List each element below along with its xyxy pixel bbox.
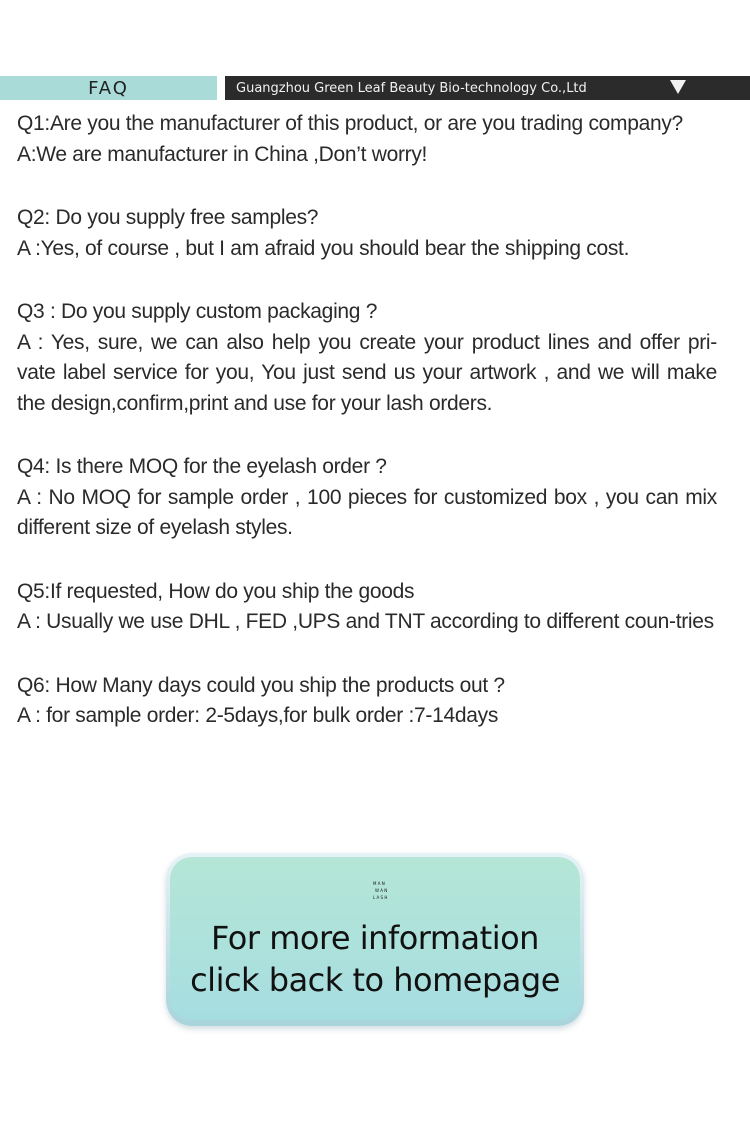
faq-tab-label: FAQ xyxy=(88,77,129,99)
faq-list xyxy=(17,109,717,765)
cta-line-homepage: click back to homepage xyxy=(190,961,560,999)
faq-answer: A:We are manufacturer in China ,Don’t worry! xyxy=(17,142,428,166)
faq-question: Q1:Are you the manufacturer of this product, or are you trading company? xyxy=(17,112,683,135)
faq-item-5 xyxy=(17,577,717,638)
faq-tab[interactable] xyxy=(0,76,217,100)
back-to-homepage-button[interactable] xyxy=(170,857,580,1020)
header-bar xyxy=(0,76,750,100)
faq-question: Q4: Is there MOQ for the eyelash order ? xyxy=(17,455,387,478)
moon-logo-icon xyxy=(353,873,397,913)
cta-line-more-info: For more information xyxy=(211,919,539,957)
faq-question: Q6: How Many days could you ship the products out ? xyxy=(17,673,505,697)
faq-item-4 xyxy=(17,452,717,544)
faq-item-1 xyxy=(17,109,717,170)
company-name: Guangzhou Green Leaf Beauty Bio-technology Co.,Ltd xyxy=(236,80,587,96)
faq-item-3 xyxy=(17,297,717,419)
company-strip xyxy=(225,76,750,100)
logo-text: L A S H xyxy=(373,895,388,900)
faq-answer: A :Yes, of course , but I am afraid you should bear the shipping cost. xyxy=(17,236,630,260)
faq-answer: A : for sample order: 2-5days,for bulk order :7-14days xyxy=(17,704,499,727)
faq-answer: A : Usually we use DHL , FED ,UPS and TNT according to different coun-tries xyxy=(17,610,714,633)
faq-item-2 xyxy=(17,203,717,264)
faq-question: Q3 : Do you supply custom packaging ? xyxy=(17,300,378,323)
triangle-down-icon[interactable] xyxy=(670,80,686,94)
homepage-cta-frame xyxy=(166,853,584,1026)
faq-question: Q2: Do you supply free samples? xyxy=(17,206,319,229)
faq-question: Q5:If requested, How do you ship the goods xyxy=(17,579,415,603)
faq-answer: A : Yes, sure, we can also help you create your product lines and offer pri-vate label service for you, You just send us your artwork , and we will make the design,confirm,print and use for your lash orders. xyxy=(17,330,717,415)
logo-text: M A N xyxy=(373,881,385,886)
logo-text: W A N xyxy=(375,888,388,893)
faq-item-6 xyxy=(17,671,717,732)
faq-answer: A : No MOQ for sample order , 100 pieces for customized box , you can mix different size of eyelash styles. xyxy=(17,485,717,539)
